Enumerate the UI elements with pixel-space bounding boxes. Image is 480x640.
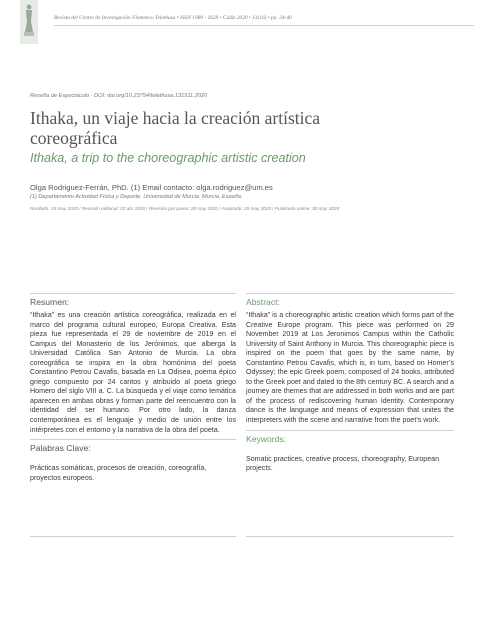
journal-logo <box>20 0 38 44</box>
section-doi: Reseña de Espectáculo · DOI: doi.org/10.23754/telethusa.131511.2020 <box>30 93 208 99</box>
keywords-text: Somatic practices, creative process, choreography, European projects. <box>246 454 440 473</box>
abstract-bottom-rule <box>246 536 454 537</box>
abstract-heading: Abstract: <box>246 297 280 307</box>
header-rule <box>54 25 474 26</box>
column-rule <box>246 293 454 294</box>
title-es-line-1: Ithaka, un viaje hacia la creación artística <box>30 108 321 128</box>
authors: Olga Rodriguez-Ferrán, PhD. (1) Email contacto: olga.rodriguez@um.es <box>30 183 273 192</box>
abstract-column <box>246 293 454 474</box>
article-title-es <box>30 108 420 148</box>
keywords-heading: Keywords: <box>246 430 454 444</box>
column-rule <box>30 293 236 294</box>
resumen-heading: Resumen: <box>30 297 70 307</box>
resumen-bottom-rule <box>30 536 236 537</box>
title-es-line-2: coreográfica <box>30 128 118 148</box>
resumen-text: “Ithaka” es una creación artística coreográfica, realizada en el marco del programa cultural europeo, Europa Creativa. Esta pieza fue representada el 29 de noviembre de 2019 en el Campus del Monasterio de los Jerónimos, que alberga la Universidad Católica San Antonio de Murcia. La obra coreográfica se inspira en la obra homónima del poeta Constantino Petrou Cavafis, basada en La Odisea, poema épico griego compuesto por 24 cantos y atribuido al poeta griego Homero del siglo VIII a. C. La búsqueda y el viaje como temática aparecen en ambas obras y forman parte del reencuentro con la identidad del ser humano. Por otro lado, la danza contemporánea es el lenguaje y medio de unión entre los intérpretes con el entorno y la narrativa de la obra del poeta. <box>30 311 236 434</box>
article-title-en: Ithaka, a trip to the choreographic artistic creation <box>30 151 306 165</box>
palabras-clave-heading: Palabras Clave: <box>30 439 236 453</box>
abstract-text: “Ithaka” is a choreographic artistic creation which forms part of the Creative Europe program. This piece was performed on 29 November 2019 at Los Jeronimos Campus within the Catholic University of Saint Anthony in Murcia. This choreographic piece is inspired on the poem that goes by the same name, by Constantino Petrou Cavafis, which is, in turn, based on Homer’s Odyssey; the epic Greek poem, composed of 24 books, attributed to the Greek poet and dated to the 8th century BC. A search and a journey are themes that are addressed in both works and are part of the process of rediscovering human identity. Contemporary dance is the language and means of expression that unites the interpreters with the scene and narrative from the poet’s work. <box>246 311 454 425</box>
affiliation: (1) Departamento Actividad Física y Deporte. Universidad de Murcia. Murcia, España. <box>30 194 243 200</box>
article-dates: Recibido: 19 may 2020 / Revisión editorial: 20 abr 2020 / Revisión por pares: 28 may 2020 / Aceptado: 29 may 2020 / Publicado online: 30 may 2020 <box>30 206 340 211</box>
palabras-clave-text: Prácticas somáticas, procesos de creación, coreografía, proyectos europeos. <box>30 464 207 482</box>
journal-header: Revista del Centro de Investigación Flamenco Telethusa • ISSN 1989 - 1628 • Cádiz 2020 • 13(16) • pp. 34-40 <box>54 15 292 21</box>
resumen-column <box>30 293 236 483</box>
